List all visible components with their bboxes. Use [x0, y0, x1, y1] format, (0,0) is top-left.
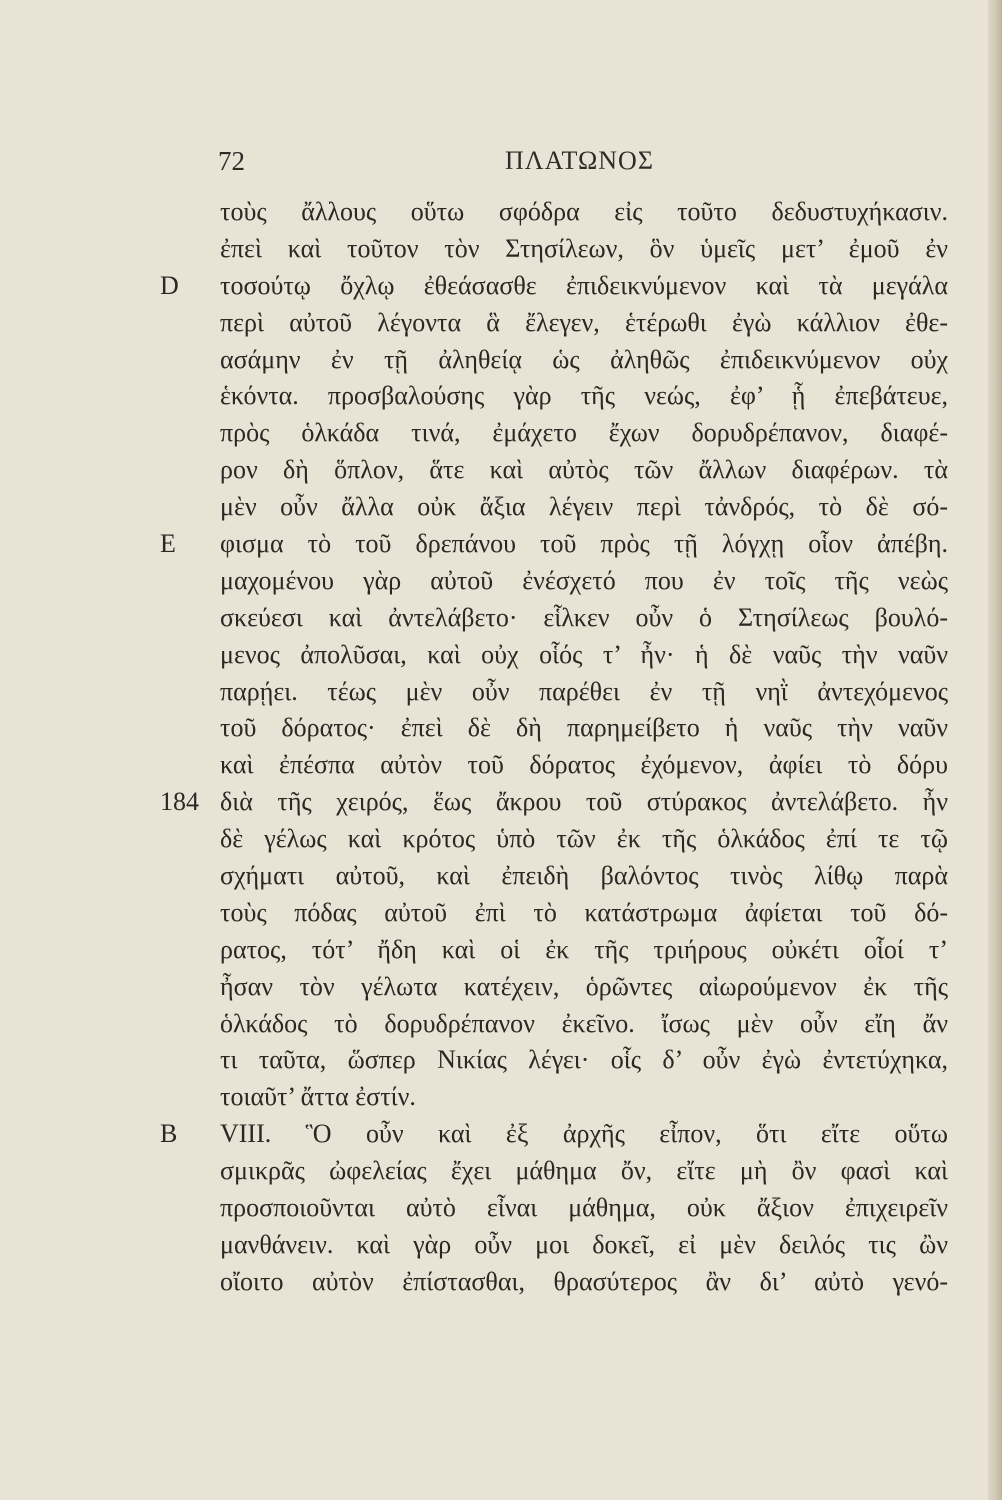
line-text: τι ταῦτα, ὥσπερ Νικίας λέγει· οἷς δ’ οὖν ἐγὼ ἐντετύχηκα, [220, 1045, 948, 1075]
line-text: προσποιοῦνται αὐτὸ εἶναι μάθημα, οὐκ ἄξιον ἐπιχειρεῖν [220, 1193, 948, 1223]
text-line [0, 1227, 988, 1264]
line-text: τοιαῦτ’ ἄττα ἐστίν. [220, 1082, 416, 1112]
text-line [0, 932, 988, 969]
text-line [0, 821, 988, 858]
line-text: μαχομένου γὰρ αὐτοῦ ἐνέσχετό που ἐν τοῖς τῆς νεὼς [220, 565, 948, 595]
line-text: μανθάνειν. καὶ γὰρ οὖν μοι δοκεῖ, εἰ μὲν δειλός τις ὢν [220, 1229, 948, 1259]
line-text: μενος ἀπολῦσαι, καὶ οὐχ οἷός τ’ ἦν· ἡ δὲ ναῦς τὴν ναῦν [220, 639, 948, 669]
line-text: φισμα τὸ τοῦ δρεπάνου τοῦ πρὸς τῇ λόγχῃ οἷον ἀπέβη. [220, 529, 948, 559]
page-number: 72 [218, 146, 245, 176]
line-text: τοσούτῳ ὄχλῳ ἐθεάσασθε ἐπιδεικνύμενον καὶ τὰ μεγάλα [220, 270, 948, 300]
line-text: σμικρᾶς ὠφελείας ἔχει μάθημα ὄν, εἴτε μὴ ὂν φασὶ καὶ [220, 1156, 948, 1186]
text-line [0, 858, 988, 895]
text-line [0, 710, 988, 747]
text-line [0, 305, 988, 342]
line-text: ρατος, τότ’ ἤδη καὶ οἱ ἐκ τῆς τριήρους οὐκέτι οἷοί τ’ [220, 934, 948, 964]
line-text: δὲ γέλως καὶ κρότος ὑπὸ τῶν ἐκ τῆς ὁλκάδος ἐπί τε τῷ [220, 824, 948, 854]
text-line [0, 342, 988, 379]
line-text: ἐπεὶ καὶ τοῦτον τὸν Στησίλεων, ὃν ὑμεῖς μετ’ ἐμοῦ ἐν [220, 233, 948, 263]
margin-reference: D [160, 270, 179, 300]
line-text: τοὺς πόδας αὐτοῦ ἐπὶ τὸ κατάστρωμα ἀφίεται τοῦ δό- [220, 897, 948, 927]
margin-reference: 184 [160, 787, 199, 817]
text-line [0, 1006, 988, 1043]
text-line [0, 268, 988, 305]
text-line [0, 489, 988, 526]
line-text: οἴοιτο αὐτὸν ἐπίστασθαι, θρασύτερος ἂν δι’ αὐτὸ γενό- [220, 1266, 948, 1296]
line-text: VIII. Ὃ οὖν καὶ ἐξ ἀρχῆς εἶπον, ὅτι εἴτε οὕτω [220, 1119, 948, 1149]
line-text: ασάμην ἐν τῇ ἀληθείᾳ ὡς ἀληθῶς ἐπιδεικνύμενον οὐχ [220, 344, 948, 374]
text-line [0, 194, 988, 231]
line-text: ὁλκάδος τὸ δορυδρέπανον ἐκεῖνο. ἴσως μὲν οὖν εἴη ἄν [220, 1008, 948, 1038]
text-line [0, 1116, 988, 1153]
line-text: σκεύεσι καὶ ἀντελάβετο· εἷλκεν οὖν ὁ Στησίλεως βουλό- [220, 602, 948, 632]
text-line [0, 1264, 988, 1301]
page-edge [988, 0, 1002, 1500]
line-text: ἦσαν τὸν γέλωτα κατέχειν, ὁρῶντες αἰωρούμενον ἐκ τῆς [220, 971, 948, 1001]
text-line [0, 1042, 988, 1079]
text-line [0, 1153, 988, 1190]
text-line [0, 784, 988, 821]
line-text: πρὸς ὁλκάδα τινά, ἐμάχετο ἔχων δορυδρέπανον, διαφέ- [220, 418, 948, 448]
text-line [0, 231, 988, 268]
margin-reference: B [160, 1119, 178, 1149]
line-text: τοὺς ἄλλους οὕτω σφόδρα εἰς τοῦτο δεδυστυχήκασιν. [220, 197, 948, 226]
line-text: ρον δὴ ὅπλον, ἅτε καὶ αὐτὸς τῶν ἄλλων διαφέρων. τὰ [220, 455, 948, 485]
greek-text-block [0, 194, 988, 1301]
text-line [0, 1079, 988, 1116]
line-text: μὲν οὖν ἄλλα οὐκ ἄξια λέγειν περὶ τἀνδρός, τὸ δὲ σό- [220, 492, 948, 522]
text-line [0, 969, 988, 1006]
text-line [0, 600, 988, 637]
line-text: διὰ τῆς χειρός, ἕως ἄκρου τοῦ στύρακος ἀντελάβετο. ἦν [220, 787, 948, 817]
line-text: περὶ αὐτοῦ λέγοντα ἃ ἔλεγεν, ἑτέρωθι ἐγὼ κάλλιον ἐθε- [220, 307, 948, 337]
text-line [0, 895, 988, 932]
line-text: σχήματι αὐτοῦ, καὶ ἐπειδὴ βαλόντος τινὸς λίθῳ παρὰ [220, 861, 948, 891]
margin-reference: E [160, 529, 176, 559]
running-title: ΠΛΑΤΩΝΟΣ [505, 146, 654, 175]
text-line [0, 563, 988, 600]
text-line [0, 415, 988, 452]
text-line [0, 378, 988, 415]
page-header [0, 142, 988, 182]
line-text: παρῄει. τέως μὲν οὖν παρέθει ἐν τῇ νηῒ ἀντεχόμενος [220, 676, 948, 706]
line-text: ἑκόντα. προσβαλούσης γὰρ τῆς νεώς, ἐφ’ ᾗ ἐπεβάτευε, [220, 381, 948, 411]
text-line [0, 747, 988, 784]
line-text: τοῦ δόρατος· ἐπεὶ δὲ δὴ παρημείβετο ἡ ναῦς τὴν ναῦν [220, 713, 948, 743]
text-line [0, 674, 988, 711]
text-line [0, 637, 988, 674]
text-line [0, 1190, 988, 1227]
text-line [0, 526, 988, 563]
line-text: καὶ ἐπέσπα αὐτὸν τοῦ δόρατος ἐχόμενον, ἀφίει τὸ δόρυ [220, 750, 948, 780]
text-line [0, 452, 988, 489]
